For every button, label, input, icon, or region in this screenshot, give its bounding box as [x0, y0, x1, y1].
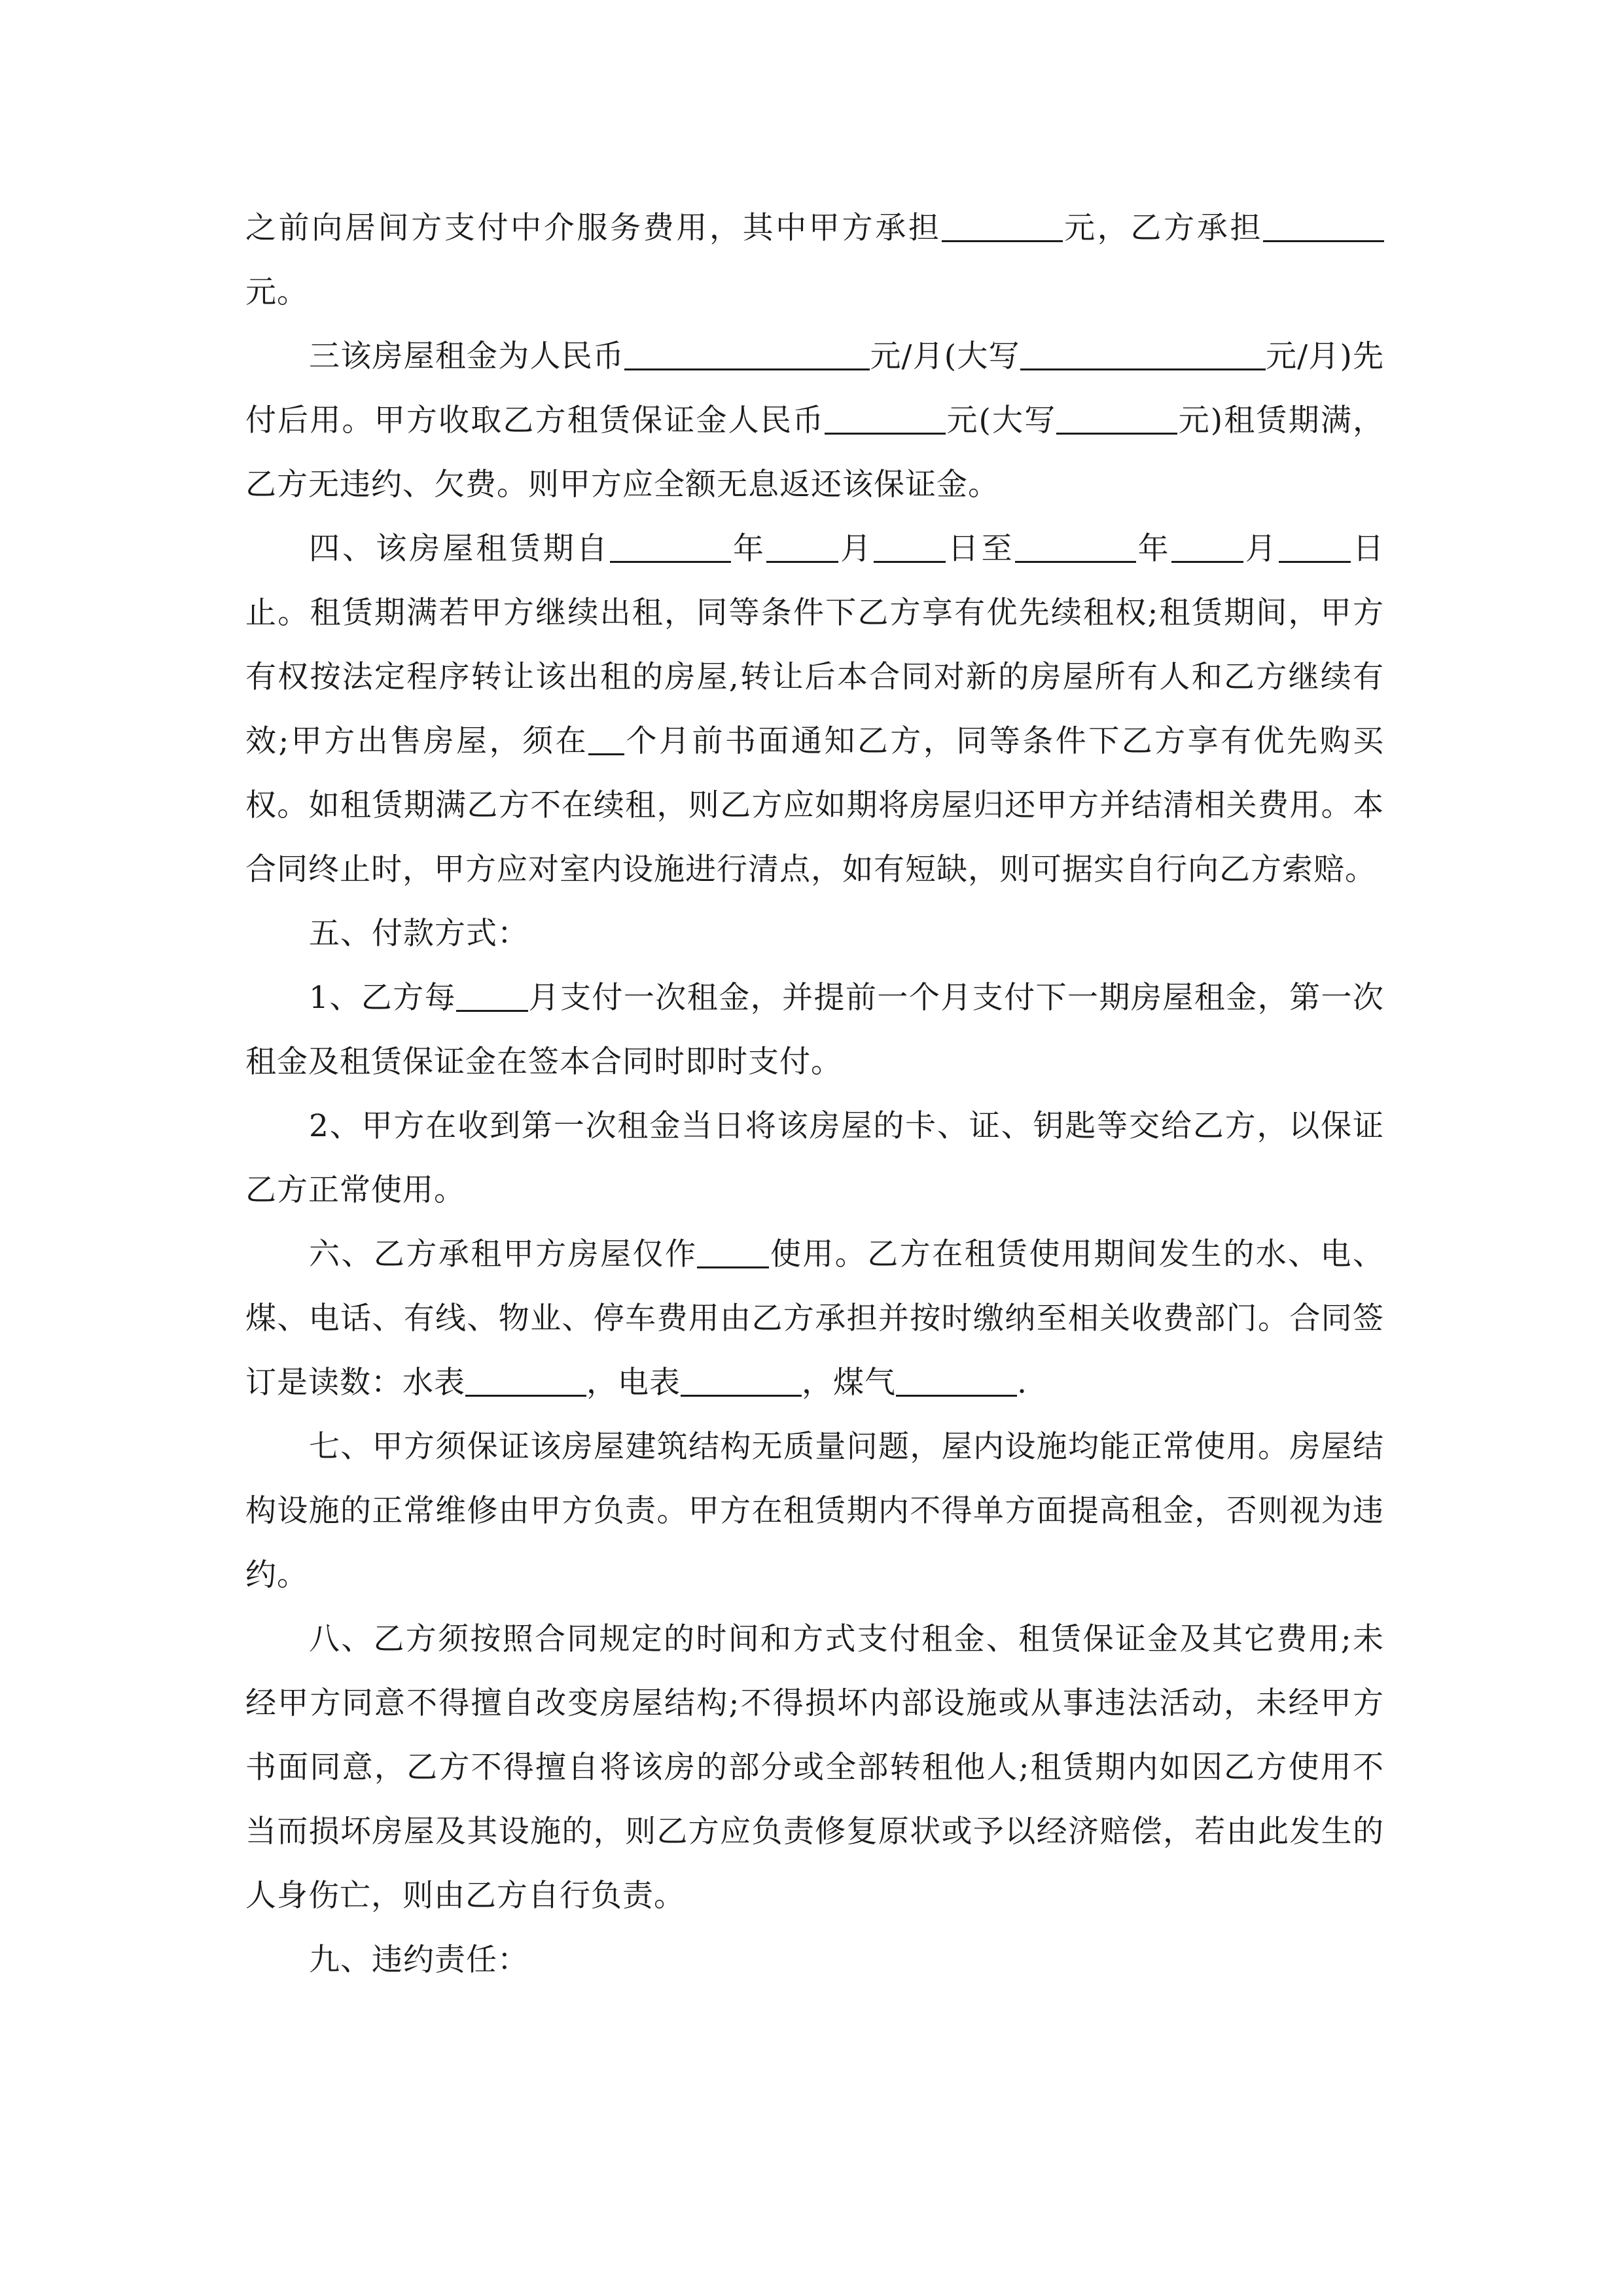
- contract-body: [245, 196, 1384, 1992]
- blank-field-start-year[interactable]: [610, 530, 731, 563]
- blank-field-deposit-capital[interactable]: [1056, 402, 1177, 435]
- blank-field-water-meter[interactable]: [465, 1364, 586, 1397]
- clause-6-usage: 六、乙方承租甲方房屋仅作 使用。乙方在租赁使用期间发生的水、电、煤、电话、有线、物业、停车费用由乙方承担并按时缴纳至相关收费部门。合同签订是读数：水表 ，电表 ，煤气 .: [245, 1236, 1385, 1401]
- clause-9-heading: 九、违约责任：: [309, 1942, 529, 1978]
- blank-field-start-day[interactable]: [874, 530, 946, 563]
- blank-field-rent-amount[interactable]: [624, 338, 870, 370]
- blank-field-deposit-amount[interactable]: [825, 402, 946, 435]
- blank-field-gas-meter[interactable]: [896, 1364, 1017, 1397]
- blank-field-payment-months[interactable]: [456, 979, 528, 1012]
- blank-field-electric-meter[interactable]: [681, 1364, 802, 1397]
- blank-field-usage[interactable]: [697, 1236, 769, 1268]
- clause-5-item-1: 1、乙方每 月支付一次租金，并提前一个月支付下一期房屋租金，第一次租金及租赁保证金在签本合同时即时支付。: [245, 980, 1384, 1080]
- blank-field-rent-capital[interactable]: [1020, 338, 1266, 370]
- clause-4-term: 四、该房屋租赁期自 年 月 日至 年 月 日止。租赁期满若甲方继续出租，同等条件下乙方享有优先续租权;租赁期间，甲方有权按法定程序转让该出租的房屋,转让后本合同对新的房屋所有人和乙方继续有效;甲方出售房屋，须在 个月前书面通知乙方，同等条件下乙方享有优先购买权。如租赁期满乙方不在续租，则乙方应如期将房屋归还甲方并结清相关费用。本合同终止时，甲方应对室内设施进行清点，如有短缺，则可据实自行向乙方索赔。: [245, 531, 1385, 888]
- blank-field-notice-months[interactable]: [588, 723, 624, 755]
- clause-3-rent: 三该房屋租金为人民币 元/月(大写 元/月)先付后用。甲方收取乙方租赁保证金人民币 元(大写 元)租赁期满，乙方无违约、欠费。则甲方应全额无息返还该保证金。: [245, 338, 1385, 503]
- blank-field-end-month[interactable]: [1171, 530, 1243, 563]
- blank-field-start-month[interactable]: [766, 530, 838, 563]
- clause-7-landlord-duty: 七、甲方须保证该房屋建筑结构无质量问题，屋内设施均能正常使用。房屋结构设施的正常维修由甲方负责。甲方在租赁期内不得单方面提高租金，否则视为违约。: [245, 1429, 1384, 1593]
- blank-field-end-day[interactable]: [1279, 530, 1351, 563]
- clause-5-item-2: 2、甲方在收到第一次租金当日将该房屋的卡、证、钥匙等交给乙方，以保证乙方正常使用。: [245, 1108, 1384, 1208]
- paragraph-service-fee: 之前向居间方支付中介服务费用，其中甲方承担 元，乙方承担元。: [245, 196, 1384, 325]
- blank-field-party-b-fee[interactable]: [1263, 209, 1384, 242]
- clause-8-tenant-duty: 八、乙方须按照合同规定的时间和方式支付租金、租赁保证金及其它费用;未经甲方同意不得擅自改变房屋结构;不得损坏内部设施或从事违法活动，未经甲方书面同意，乙方不得擅自将该房的部分或全部转租他人;租赁期内如因乙方使用不当而损坏房屋及其设施的，则乙方应负责修复原状或予以经济赔偿，若由此发生的人身伤亡，则由乙方自行负责。: [245, 1621, 1384, 1914]
- blank-field-party-a-fee[interactable]: [942, 209, 1063, 242]
- clause-5-heading: 五、付款方式：: [309, 916, 529, 952]
- blank-field-end-year[interactable]: [1015, 530, 1136, 563]
